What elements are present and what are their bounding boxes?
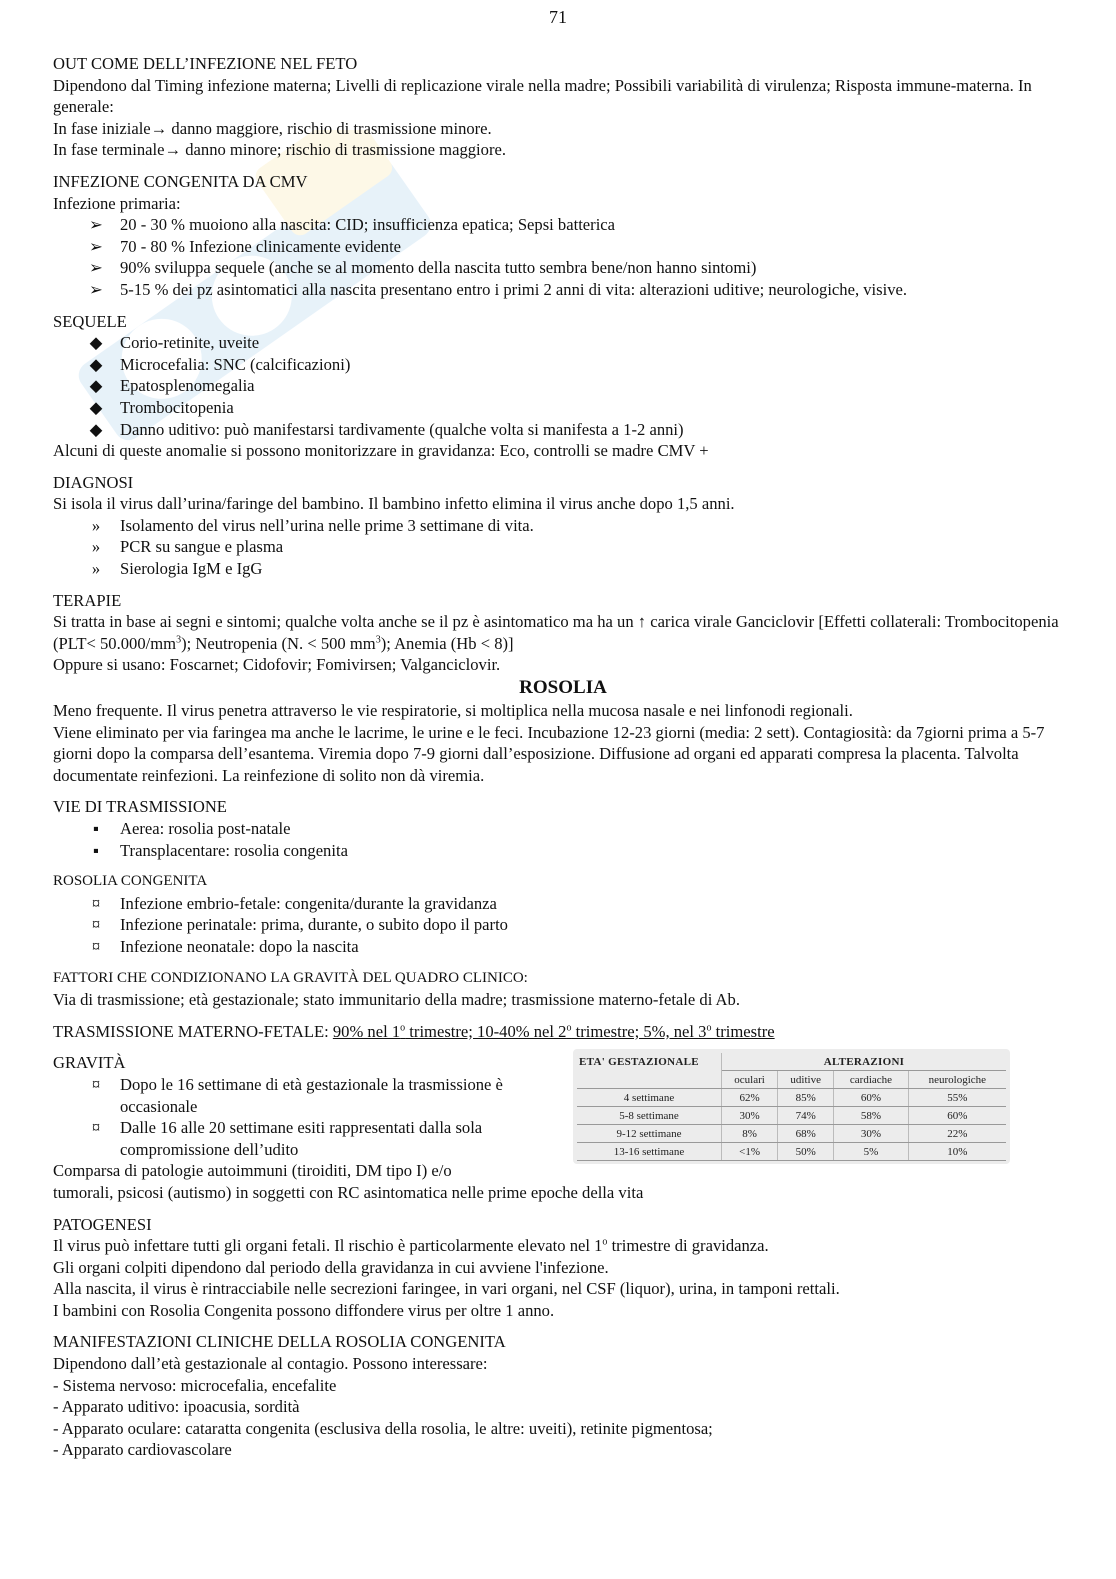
- guillemet-bullet-icon: »: [91, 515, 101, 535]
- paragraph: In fase iniziale→ danno maggiore, rischio di trasmissione minore.: [53, 118, 492, 138]
- bullet-list: [53, 1074, 573, 1160]
- bullet-list: [53, 214, 1073, 300]
- table-header: ALTERAZIONI: [722, 1053, 1007, 1071]
- diamond-bullet-icon: ◆: [89, 397, 103, 417]
- table-subheader: oculari: [722, 1071, 778, 1089]
- square-bullet-icon: ▪: [93, 840, 99, 860]
- table-header: ETA' GESTAZIONALE: [577, 1053, 722, 1089]
- list-item: ▪ Aerea: rosolia post-natale: [53, 818, 1073, 840]
- list-item: ➢ 90% sviluppa sequele (anche se al momento della nascita tutto sembra bene/non hanno sintomi): [53, 257, 1073, 279]
- paragraph: Si tratta in base ai segni e sintomi; qualche volta anche se il pz è asintomatico ma ha un ↑ carica virale Ganciclovir [Effetti collaterali: Trombocitopenia $(PLT< 50.000/mm^3)$; Neutropenia (N. < 500 $mm^3$); Anemia (Hb < 8)]: [53, 612, 1059, 653]
- section-heading: VIE DI TRASMISSIONE: [53, 797, 227, 817]
- paragraph: In fase terminale→ danno minore; rischio di trasmissione maggiore.: [53, 140, 506, 160]
- section-trasmissione: [53, 1021, 1073, 1043]
- section-heading: OUT COME DELL’INFEZIONE NEL FETO: [53, 54, 358, 73]
- diamond-bullet-icon: ◆: [89, 333, 103, 353]
- paragraph: - Apparato cardiovascolare: [53, 1440, 232, 1460]
- section-outcome: [53, 53, 1073, 161]
- paragraph: Gli organi colpiti dipendono dal periodo della gravidanza in cui avviene l'infezione.: [53, 1257, 609, 1277]
- list-item: ➢ 20 - 30 % muoiono alla nascita: CID; insufficienza epatica; Sepsi batterica: [53, 214, 1073, 236]
- section-vie-trasmissione: [53, 796, 1073, 861]
- page-number: 71: [549, 7, 567, 27]
- paragraph: I bambini con Rosolia Congenita possono diffondere virus per oltre 1 anno.: [53, 1300, 555, 1320]
- section-cmv: [53, 171, 1073, 301]
- paragraph: Dipendono dal Timing infezione materna; Livelli di replicazione virale nella madre; Possibili variabilità di virulenza; Risposta immune-materna. In generale:: [53, 75, 1032, 117]
- table-row: 5-8 settimane 30% 74% 58% 60%: [577, 1107, 1006, 1125]
- paragraph: Comparsa di patologie autoimmuni (tiroiditi, DM tipo I) e/o: [53, 1161, 452, 1181]
- square-bullet-icon: ▪: [93, 819, 99, 838]
- currency-bullet-icon: ¤: [91, 1118, 101, 1138]
- paragraph: Via di trasmissione; età gestazionale; stato immunitario della madre; trasmissione materno-fetale di Ab.: [53, 990, 740, 1010]
- chapter-title: ROSOLIA: [519, 677, 607, 699]
- section-heading: SEQUELE: [53, 311, 127, 331]
- bullet-list: [53, 893, 1073, 958]
- paragraph: Viene eliminato per via faringea ma anche le lacrime, le urine e le feci. Incubazione 12-23 giorni (media: 2 sett). Contagiosità: da 7giorni prima a 5-7 giorni dopo la comparsa dell’esantema. Viremia dopo 7-9 giorni dall’esposizione. Diffusione ad organi ed apparati compresa la placenta. Talvolta documentate reinfezioni. La reinfezione di solito non dà viremia.: [53, 722, 1045, 785]
- list-item: ◆ Epatosplenomegalia: [53, 375, 1073, 397]
- page-content: [53, 53, 1073, 1461]
- list-item: ◆ Danno uditivo: può manifestarsi tardivamente (qualche volta si manifesta a 1-2 anni): [53, 419, 1073, 441]
- paragraph: Meno frequente. Il virus penetra attraverso le vie respiratorie, si moltiplica nella mucosa nasale e nei linfonodi regionali.: [53, 701, 853, 721]
- guillemet-bullet-icon: »: [91, 537, 101, 557]
- paragraph: - Apparato uditivo: ipoacusia, sordità: [53, 1397, 300, 1417]
- gestational-age-table: [573, 1049, 1010, 1164]
- list-item: ➢ 70 - 80 % Infezione clinicamente evidente: [53, 236, 1073, 258]
- table-row: 9-12 settimane 8% 68% 30% 22%: [577, 1125, 1006, 1143]
- bullet-list: [53, 818, 1073, 861]
- paragraph: TRASMISSIONE MATERNO-FETALE: 90% nel 1$^o$ trimestre; 10-40% nel 2$^o$ trimestre; 5%, nel 3$^o$ trimestre: [53, 1021, 775, 1041]
- underlined-text: 90% nel 1$^o$ trimestre; 10-40% nel 2$^o$ trimestre; 5%, nel 3$^o$ trimestre: [332, 1021, 775, 1041]
- section-heading: ROSOLIA CONGENITA: [53, 873, 208, 890]
- list-item: ¤ Infezione perinatale: prima, durante, o subito dopo il parto: [53, 914, 1073, 936]
- section-terapie: [53, 590, 1073, 676]
- list-item: ➢ 5-15 % dei pz asintomatici alla nascita presentano entro i primi 2 anni di vita: alterazioni uditive; neurologiche, visive.: [53, 279, 1073, 301]
- section-heading: INFEZIONE CONGENITA DA CMV: [53, 171, 308, 191]
- arrow-bullet-icon: ➢: [89, 258, 103, 278]
- bullet-list: [53, 332, 1073, 440]
- section-heading: GRAVITÀ: [53, 1053, 126, 1073]
- section-patogenesi: [53, 1214, 1073, 1322]
- gravita-text: [53, 1052, 573, 1182]
- list-item: ◆ Microcefalia: SNC (calcificazioni): [53, 354, 1073, 376]
- table-subheader: cardiache: [834, 1071, 908, 1089]
- diamond-bullet-icon: ◆: [89, 419, 103, 439]
- section-sequele: [53, 311, 1073, 462]
- paragraph: Il virus può infettare tutti gli organi fetali. Il rischio è particolarmente elevato nel 1$^o$ trimestre di gravidanza.: [53, 1236, 769, 1256]
- list-item: ◆ Trombocitopenia: [53, 397, 1073, 419]
- section-fattori: [53, 968, 1073, 1011]
- paragraph: Alla nascita, il virus è rintracciabile nelle secrezioni faringee, in vari organi, nel CSF (liquor), urina, in tamponi rettali.: [53, 1279, 840, 1299]
- list-item: » PCR su sangue e plasma: [53, 536, 1073, 558]
- paragraph: Si isola il virus dall’urina/faringe del bambino. Il bambino infetto elimina il virus anche dopo 1,5 anni.: [53, 494, 735, 514]
- paragraph: Dipendono dall’età gestazionale al contagio. Possono interessare:: [53, 1354, 488, 1374]
- arrow-bullet-icon: ➢: [89, 215, 103, 235]
- paragraph: Oppure si usano: Foscarnet; Cidofovir; Fomivirsen; Valganciclovir.: [53, 655, 501, 675]
- diamond-bullet-icon: ◆: [89, 354, 103, 374]
- section-diagnosi: [53, 472, 1073, 580]
- diamond-bullet-icon: ◆: [89, 376, 103, 396]
- list-item: ¤ Dalle 16 alle 20 settimane esiti rappresentati dalla sola compromissione dell’udito: [53, 1117, 573, 1160]
- paragraph: Infezione primaria:: [53, 193, 181, 213]
- section-heading: DIAGNOSI: [53, 472, 134, 492]
- currency-bullet-icon: ¤: [91, 915, 101, 935]
- table-subheader: neurologiche: [908, 1071, 1006, 1089]
- guillemet-bullet-icon: »: [91, 559, 101, 579]
- paragraph: tumorali, psicosi (autismo) in soggetti con RC asintomatica nelle prime epoche della vita: [53, 1182, 644, 1202]
- arrow-bullet-icon: ➢: [89, 236, 103, 256]
- paragraph: - Apparato oculare: cataratta congenita (esclusiva della rosolia, le altre: uveiti), retinite pigmentosa;: [53, 1418, 713, 1438]
- list-item: ¤ Infezione neonatale: dopo la nascita: [53, 936, 1073, 958]
- list-item: ◆ Corio-retinite, uveite: [53, 332, 1073, 354]
- paragraph: Alcuni di queste anomalie si possono monitorizzare in gravidanza: Eco, controlli se madre CMV +: [53, 441, 709, 461]
- list-item: » Sierologia IgM e IgG: [53, 558, 1073, 580]
- bullet-list: [53, 515, 1073, 580]
- table-row: 13-16 settimane <1% 50% 5% 10%: [577, 1143, 1006, 1161]
- section-manifestazioni: [53, 1331, 1073, 1461]
- section-heading: FATTORI CHE CONDIZIONANO LA GRAVITÀ DEL QUADRO CLINICO:: [53, 969, 528, 986]
- table-row: 4 settimane 62% 85% 60% 55%: [577, 1089, 1006, 1107]
- section-heading: MANIFESTAZIONI CLINICHE DELLA ROSOLIA CONGENITA: [53, 1332, 506, 1352]
- section-heading: PATOGENESI: [53, 1214, 152, 1234]
- list-item: ▪ Transplacentare: rosolia congenita: [53, 840, 1073, 862]
- arrow-bullet-icon: ➢: [89, 279, 103, 299]
- list-item: ¤ Infezione embrio-fetale: congenita/durante la gravidanza: [53, 893, 1073, 915]
- currency-bullet-icon: ¤: [91, 1074, 101, 1094]
- currency-bullet-icon: ¤: [91, 936, 101, 956]
- paragraph: - Sistema nervoso: microcefalia, encefalite: [53, 1375, 337, 1395]
- currency-bullet-icon: ¤: [91, 893, 101, 913]
- list-item: » Isolamento del virus nell’urina nelle prime 3 settimane di vita.: [53, 515, 1073, 537]
- list-item: ¤ Dopo le 16 settimane di età gestazionale la trasmissione è occasionale: [53, 1074, 573, 1117]
- section-rosolia-congenita: [53, 871, 1073, 957]
- section-heading: TERAPIE: [53, 590, 122, 610]
- table-subheader: uditive: [778, 1071, 834, 1089]
- section-gravita: [53, 1052, 1073, 1203]
